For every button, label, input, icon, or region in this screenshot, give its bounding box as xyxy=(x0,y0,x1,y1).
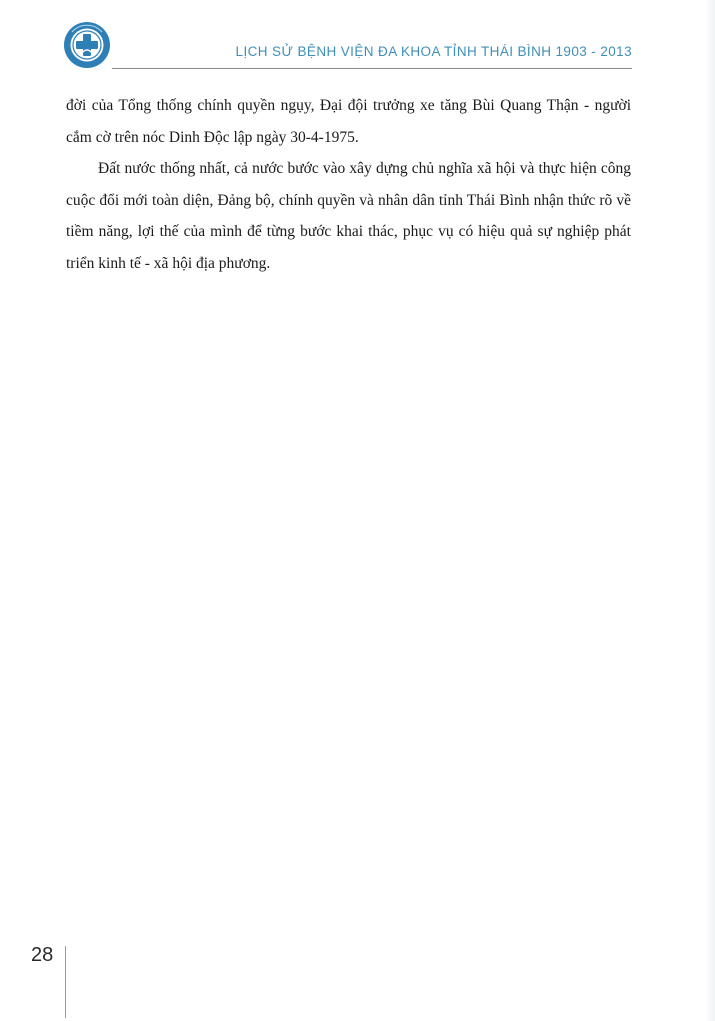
page-body xyxy=(66,90,631,279)
page-number: 28 xyxy=(31,944,54,966)
running-header-title: LỊCH SỬ BỆNH VIỆN ĐA KHOA TỈNH THÁI BÌNH 1903 - 2013 xyxy=(235,44,632,59)
hospital-cross-logo-icon xyxy=(62,20,112,70)
header-divider xyxy=(112,68,632,69)
paragraph: Đất nước thống nhất, cả nước bước vào xây dựng chủ nghĩa xã hội và thực hiện công cuộc đổi mới toàn diện, Đảng bộ, chính quyền và nhân dân tỉnh Thái Bình nhận thức rõ về tiềm năng, lợi thế của mình để từng bước khai thác, phục vụ có hiệu quả sự nghiệp phát triển kinh tế - xã hội địa phương. xyxy=(66,160,631,272)
footer-divider xyxy=(65,946,66,1018)
page-edge-shadow xyxy=(705,0,715,1021)
page-header xyxy=(0,0,715,80)
paragraph-continued: đời của Tổng thống chính quyền ngụy, Đại đội trưởng xe tăng Bùi Quang Thận - người cắm cờ trên nóc Dinh Độc lập ngày 30-4-1975. xyxy=(66,97,631,146)
